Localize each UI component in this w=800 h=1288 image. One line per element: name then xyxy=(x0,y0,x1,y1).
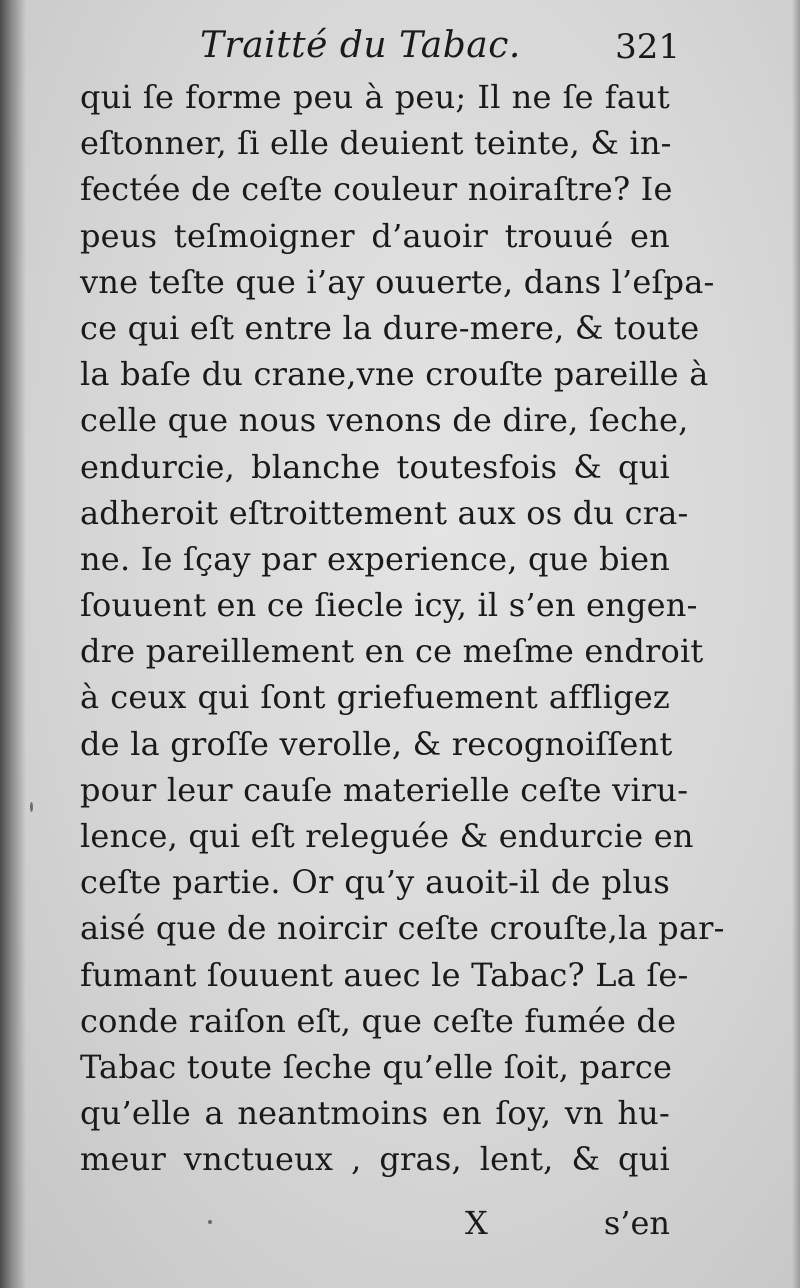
body-text xyxy=(80,74,725,1183)
text-line: de la groſſe verolle, & recognoiſſent xyxy=(80,724,673,763)
text-line: adheroit eſtroittement aux os du cra- xyxy=(80,493,689,532)
page-edge xyxy=(792,0,800,1288)
text-line: à ceux qui ſont griefuement affligez xyxy=(80,678,670,717)
text-line: celle que nous venons de dire, ſeche, xyxy=(80,401,689,440)
text-line: meur vnctueux , gras, lent, & qui xyxy=(80,1140,670,1179)
running-title: Traitté du Tabac. xyxy=(200,25,521,66)
catchword: s’en xyxy=(603,1204,670,1242)
text-line: vne teſte que i’ay ouuerte, dans l’eſpa- xyxy=(80,262,715,301)
text-line: dre pareillement en ce meſme endroit xyxy=(80,632,704,671)
text-line: fumant ſouuent auec le Tabac? La ſe- xyxy=(80,955,689,994)
text-line: Tabac toute ſeche qu’elle ſoit, parce xyxy=(80,1047,673,1086)
text-line: eſtonner, ſi elle deuient teinte, & in- xyxy=(80,124,672,163)
signature-mark: X xyxy=(465,1204,488,1242)
text-line: lence, qui eſt releguée & endurcie en xyxy=(80,817,694,855)
text-line: conde raiſon eſt, que ceſte fumée de xyxy=(80,1001,677,1040)
page-number: 321 xyxy=(615,27,680,67)
text-line: fectée de ceſte couleur noiraſtre? Ie xyxy=(80,170,673,209)
paper-speck xyxy=(30,802,33,812)
text-line: pour leur cauſe materielle ceſte viru- xyxy=(80,770,689,809)
gutter-shadow xyxy=(0,0,26,1288)
text-line: qui ſe forme peu à peu; Il ne ſe faut xyxy=(80,78,670,116)
text-line: endurcie, blanche toutesfois & qui xyxy=(80,447,670,486)
text-line: ſouuent en ce ſiecle icy, il s’en engen- xyxy=(80,586,698,625)
text-line: ce qui eſt entre la dure-mere, & toute xyxy=(80,308,700,347)
page-footer xyxy=(80,1200,670,1250)
text-line: aisé que de noircir ceſte crouſte,la par- xyxy=(80,909,725,948)
paper-speck xyxy=(208,1220,212,1224)
text-line: qu’elle a neantmoins en ſoy, vn hu- xyxy=(80,1094,670,1133)
text-line: peus teſmoigner d’auoir trouué en xyxy=(80,216,670,255)
page-header xyxy=(80,22,680,72)
text-line: la baſe du crane,vne crouſte pareille à xyxy=(80,355,709,394)
text-line: ceſte partie. Or qu’y auoit-il de plus xyxy=(80,863,670,902)
text-line: ne. Ie ſçay par experience, que bien xyxy=(80,539,671,578)
